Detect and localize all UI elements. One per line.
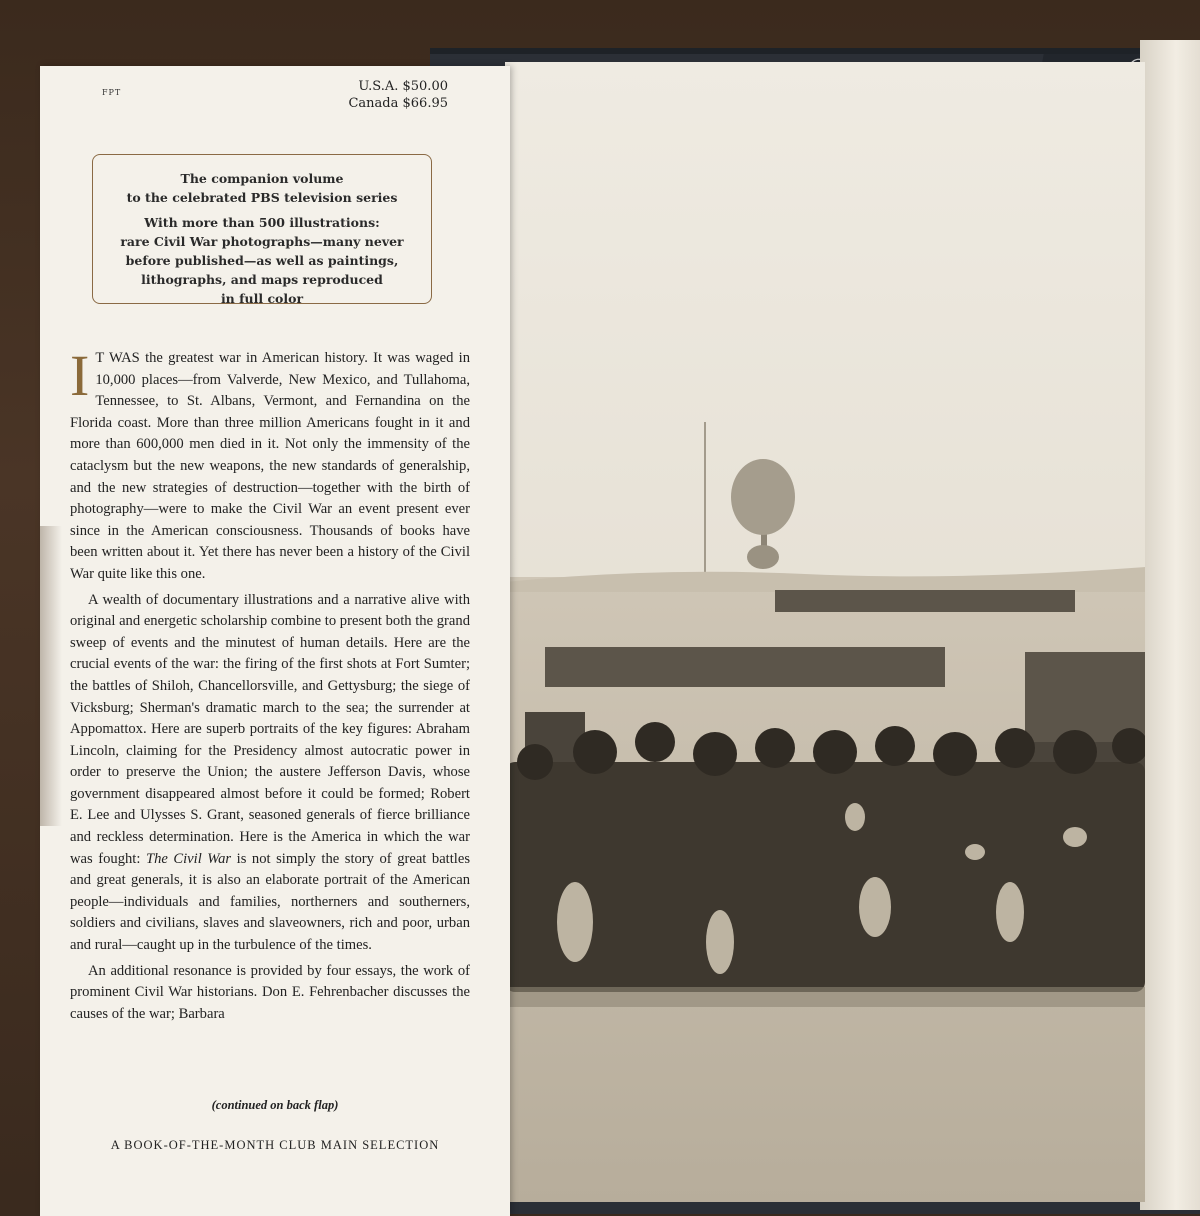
promo-line: to the celebrated PBS television series [126,190,398,205]
drop-cap: I [70,343,90,408]
price-us: U.S.A. $50.00 [358,79,448,94]
paragraph-1-text: T WAS the greatest war in American history. It was waged in 10,000 places—from Valverde, New Mexico, and Tullahoma, Tennessee, to St. Albans, Vermont, and Fernandina on the Florida coast. More than three million Americans fought in it and more than 600,000 men died in it. Not only the immensity of the cataclysm but the new weapons, the new standards of generalship, and the new strategies of destruction—together with the birth of photography—were to make the Civil War an event present ever since in the American consciousness. Thousands of books have been written about it. Yet there has never been a history of the Civil War quite like this one. [70,350,470,582]
price-canada: Canada $66.95 [348,96,448,111]
photo-illustration [505,62,1145,1202]
paragraph-3-text: An additional resonance is provided by four essays, the work of prominent Civil War historians. Don E. Fehrenbacher discusses the causes of the war; Barbara [70,962,470,1022]
page-edge [1140,40,1200,1210]
promo-line: The companion volume [180,171,344,186]
paragraph-2-text-a: A wealth of documentary illustrations and a narrative alive with original and energetic scholarship combine to present both the grand sweep of events and the minutest of human details. Here are the crucial events of the war: the firing of the first shots at Fort Sumter; the battles of Shiloh, Chancellorsville, and Gettysburg; the siege of Vicksburg; Sherman's dramatic march to the sea; the surrender at Appomattox. Here are superb portraits of the key figures: Abraham Lincoln, claiming for the Presidency almost autocratic power in order to preserve the Union; the austere Jefferson Davis, whose government disappeared almost before it could be formed; Robert E. Lee and Ulysses S. Grant, seasoned generals of fierce brilliance and reckless determination. Here is the America in which the war was fought: [70,591,470,867]
promo-line: With more than 500 illustrations: [144,215,380,230]
price-block [348,78,448,112]
promo-line: lithographs, and maps reproduced [141,272,383,287]
book-title: The Civil War [145,850,232,867]
paragraph-2 [70,590,470,957]
publisher-code: FPT [102,88,122,97]
civil-war-photograph [505,62,1145,1202]
promo-box [92,154,432,304]
promo-line: before published—as well as paintings, [125,253,399,268]
flap-stain [40,526,62,826]
promo-line: in full color [220,291,304,306]
continued-note: (continued on back flap) [211,1098,339,1112]
paragraph-2-text-b: is not simply the story of great battles and great generals, it is also an elaborate portrait of the American people—individuals and families, northerners and southerners, soldiers and civilians, slaves and slaveowners, rich and poor, urban and rural—caught up in the turbulence of the times. [70,850,470,954]
book-club-selection: A BOOK-OF-THE-MONTH CLUB MAIN SELECTION [110,1138,440,1152]
dust-jacket-flap [40,66,510,1216]
paragraph-1 [70,343,470,586]
promo-line: rare Civil War photographs—many never [120,234,404,249]
paragraph-3 [70,961,470,1026]
flap-body-text [70,343,470,1029]
